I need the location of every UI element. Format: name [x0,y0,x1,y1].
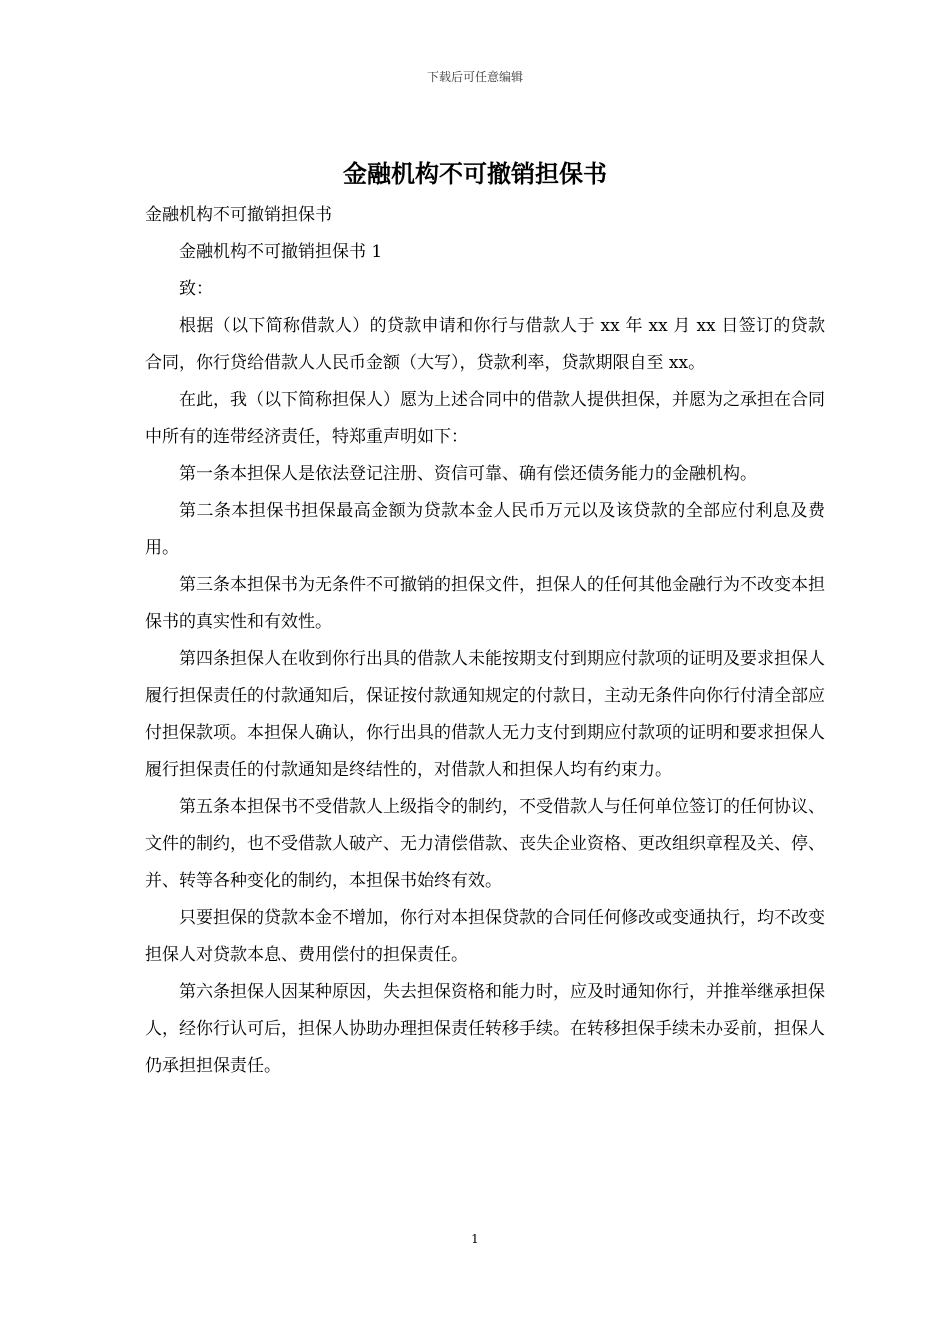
header-note: 下载后可任意编辑 [426,70,523,84]
paragraph-article-1: 第一条本担保人是依法登记注册、资信可靠、确有偿还债务能力的金融机构。 [179,464,757,484]
paragraph-subtitle: 金融机构不可撤销担保书 [145,205,332,225]
document-title: 金融机构不可撤销担保书 [343,159,607,188]
document-body [145,197,825,1085]
paragraph-article-5: 第五条本担保书不受借款人上级指令的制约，不受借款人与任何单位签订的任何协议、文件的制约，也不受借款人破产、无力清偿借款、丧失企业资格、更改组织章程及关、停、并、转等各种变化的制约，本担保书始终有效。 [145,797,825,891]
paragraph: 只要担保的贷款本金不增加，你行对本担保贷款的合同任何修改或变通执行，均不改变担保人对贷款本息、费用偿付的担保责任。 [145,908,825,965]
paragraph-article-2: 第二条本担保书担保最高金额为贷款本金人民币万元以及该贷款的全部应付利息及费用。 [145,501,825,558]
paragraph-article-6: 第六条担保人因某种原因，失去担保资格和能力时，应及时通知你行，并推举继承担保人，经你行认可后，担保人协助办理担保责任转移手续。在转移担保手续未办妥前，担保人仍承担担保责任。 [145,982,825,1076]
paragraph-section-heading: 金融机构不可撤销担保书 1 [179,242,383,262]
paragraph-article-3: 第三条本担保书为无条件不可撤销的担保文件，担保人的任何其他金融行为不改变本担保书的真实性和有效性。 [145,575,825,632]
paragraph: 根据（以下简称借款人）的贷款申请和你行与借款人于 xx 年 xx 月 xx 日签订的贷款合同，你行贷给借款人人民币金额（大写），贷款利率，贷款期限自至 xx。 [145,316,825,373]
page-number: 1 [471,1232,479,1246]
paragraph-article-4: 第四条担保人在收到你行出具的借款人未能按期支付到期应付款项的证明及要求担保人履行担保责任的付款通知后，保证按付款通知规定的付款日，主动无条件向你行付清全部应付担保款项。本担保人确认，你行出具的借款人无力支付到期应付款项的证明和要求担保人履行担保责任的付款通知是终结性的，对借款人和担保人均有约束力。 [145,649,825,780]
paragraph: 在此，我（以下简称担保人）愿为上述合同中的借款人提供担保，并愿为之承担在合同中所有的连带经济责任，特郑重声明如下： [145,390,825,447]
paragraph-salutation: 致： [179,279,213,299]
